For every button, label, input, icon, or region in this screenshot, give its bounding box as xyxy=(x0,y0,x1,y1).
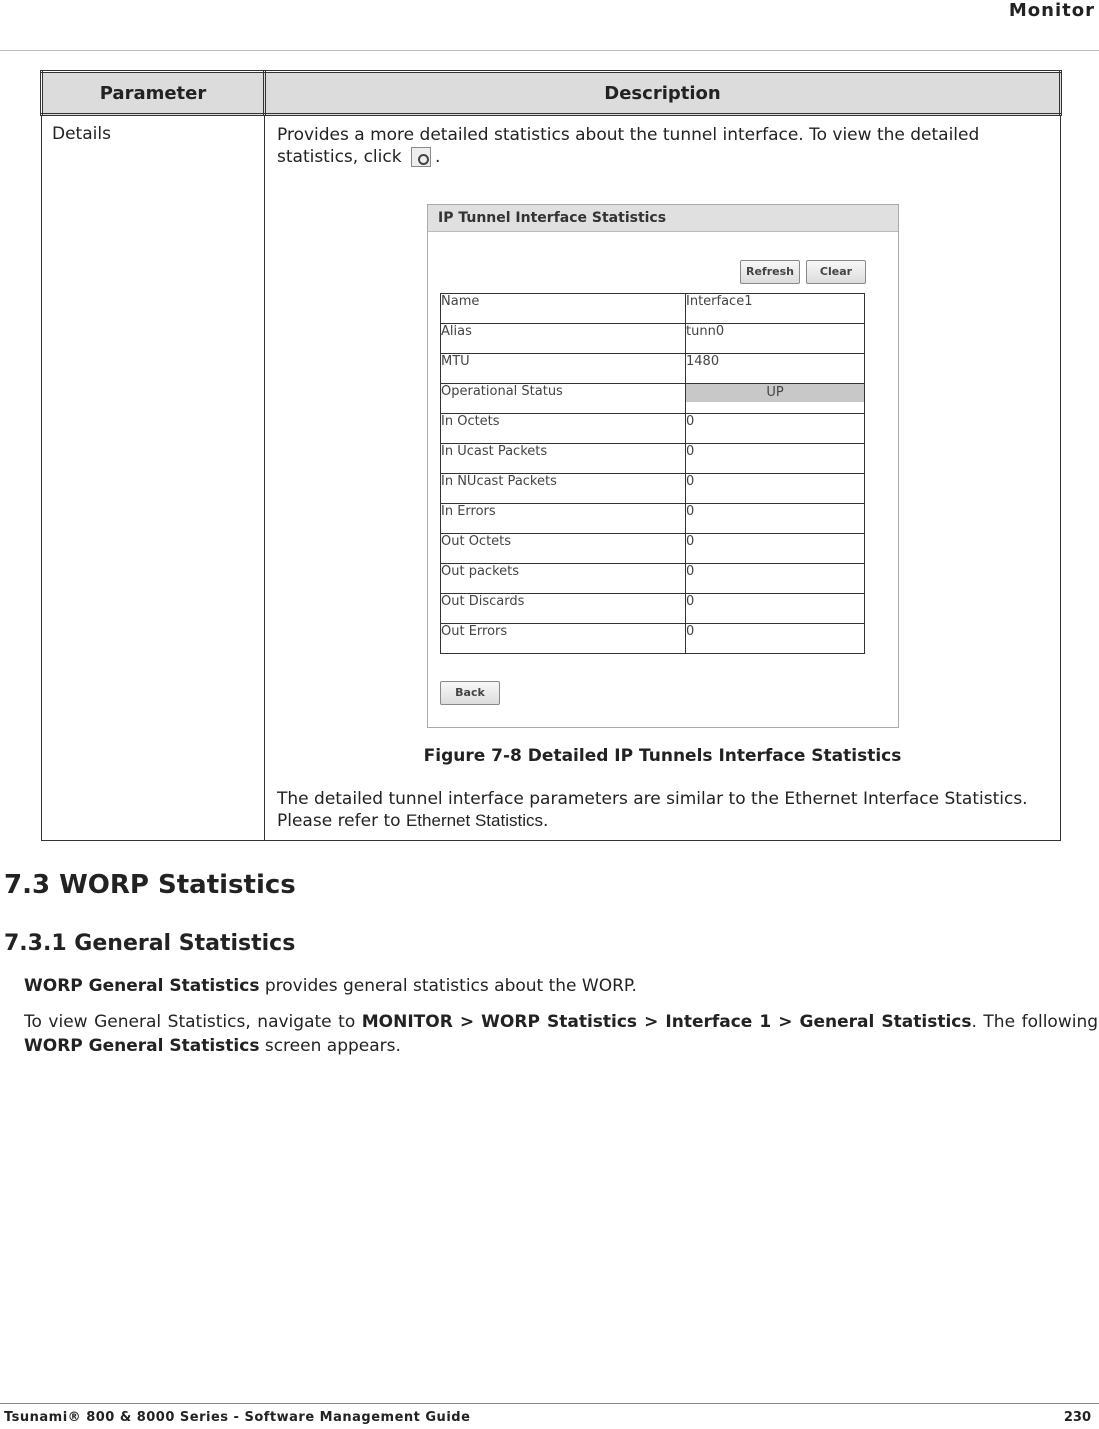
table-row xyxy=(441,324,865,354)
table-row xyxy=(441,444,865,474)
stat-value: 1480 xyxy=(686,354,865,384)
description-line-2 xyxy=(277,146,1048,168)
note-text: Please refer to xyxy=(277,811,401,831)
ip-tunnel-statistics-screenshot xyxy=(427,204,899,728)
navigation-paragraph xyxy=(24,1010,1098,1058)
footer-rule xyxy=(0,1403,1099,1404)
navigation-path: MONITOR > WORP Statistics > Interface 1 > General Statistics xyxy=(361,1012,972,1032)
column-header-parameter: Parameter xyxy=(42,72,265,115)
note-line-2 xyxy=(277,810,1048,832)
stat-label: Operational Status xyxy=(441,384,686,414)
status-badge: UP xyxy=(686,384,864,402)
table-row xyxy=(441,294,865,324)
stat-label: In Ucast Packets xyxy=(441,444,686,474)
clear-button[interactable]: Clear xyxy=(806,260,866,284)
table-row xyxy=(441,534,865,564)
parameter-name: Details xyxy=(52,124,111,144)
table-row xyxy=(441,474,865,504)
table-row xyxy=(42,115,1061,841)
details-magnifier-icon xyxy=(411,147,431,167)
stat-value: 0 xyxy=(686,564,865,594)
description-text: statistics, click xyxy=(277,147,402,167)
stat-label: In Octets xyxy=(441,414,686,444)
table-row xyxy=(441,354,865,384)
paragraph-text: To view General Statistics, navigate to xyxy=(24,1012,362,1032)
paragraph-text: provides general statistics about the WORP. xyxy=(259,976,637,996)
stat-label: In NUcast Packets xyxy=(441,474,686,504)
description-cell xyxy=(265,115,1061,841)
stat-value: 0 xyxy=(686,504,865,534)
stat-label: Name xyxy=(441,294,686,324)
paragraph-text: screen appears. xyxy=(259,1036,401,1056)
stat-label: Out Errors xyxy=(441,624,686,654)
table-row xyxy=(441,624,865,654)
parameter-table xyxy=(40,70,1062,841)
page-number: 230 xyxy=(1063,1410,1091,1425)
paragraph-text: . The following xyxy=(971,1012,1099,1032)
footer-guide-title: Tsunami® 800 & 8000 Series - Software Management Guide xyxy=(4,1410,471,1425)
stat-label: In Errors xyxy=(441,504,686,534)
description-period: . xyxy=(434,147,441,167)
section-heading: 7.3 WORP Statistics xyxy=(4,870,296,900)
description-line: Provides a more detailed statistics about the tunnel interface. To view the detailed xyxy=(277,125,980,145)
table-row xyxy=(441,564,865,594)
stat-value: 0 xyxy=(686,444,865,474)
stat-label: Alias xyxy=(441,324,686,354)
stat-value: 0 xyxy=(686,474,865,504)
intro-paragraph xyxy=(24,974,1098,998)
stat-value: 0 xyxy=(686,414,865,444)
stat-label: MTU xyxy=(441,354,686,384)
subsection-heading: 7.3.1 General Statistics xyxy=(4,931,296,956)
statistics-table xyxy=(440,293,865,654)
note-period: . xyxy=(542,811,549,831)
screenshot-title: IP Tunnel Interface Statistics xyxy=(428,205,898,232)
stat-value xyxy=(686,384,865,414)
stat-value: tunn0 xyxy=(686,324,865,354)
stat-value: 0 xyxy=(686,534,865,564)
table-row xyxy=(441,384,865,414)
table-row xyxy=(441,414,865,444)
page-header-title: Monitor xyxy=(1008,0,1095,21)
refresh-button[interactable]: Refresh xyxy=(740,260,800,284)
stat-label: Out packets xyxy=(441,564,686,594)
bold-term: WORP General Statistics xyxy=(24,1036,260,1056)
ethernet-statistics-link[interactable]: Ethernet Statistics xyxy=(405,811,543,830)
stat-label: Out Discards xyxy=(441,594,686,624)
bold-term: WORP General Statistics xyxy=(24,976,260,996)
stat-label: Out Octets xyxy=(441,534,686,564)
header-rule xyxy=(0,50,1099,51)
stat-value: 0 xyxy=(686,624,865,654)
back-button[interactable]: Back xyxy=(440,681,500,705)
stat-value: Interface1 xyxy=(686,294,865,324)
stat-value: 0 xyxy=(686,594,865,624)
parameter-cell xyxy=(42,115,265,841)
note-line: The detailed tunnel interface parameters are similar to the Ethernet Interface Statistics. xyxy=(277,789,1028,809)
column-header-description: Description xyxy=(265,72,1061,115)
table-row xyxy=(441,504,865,534)
table-row xyxy=(441,594,865,624)
figure-caption: Figure 7-8 Detailed IP Tunnels Interface Statistics xyxy=(423,746,902,766)
